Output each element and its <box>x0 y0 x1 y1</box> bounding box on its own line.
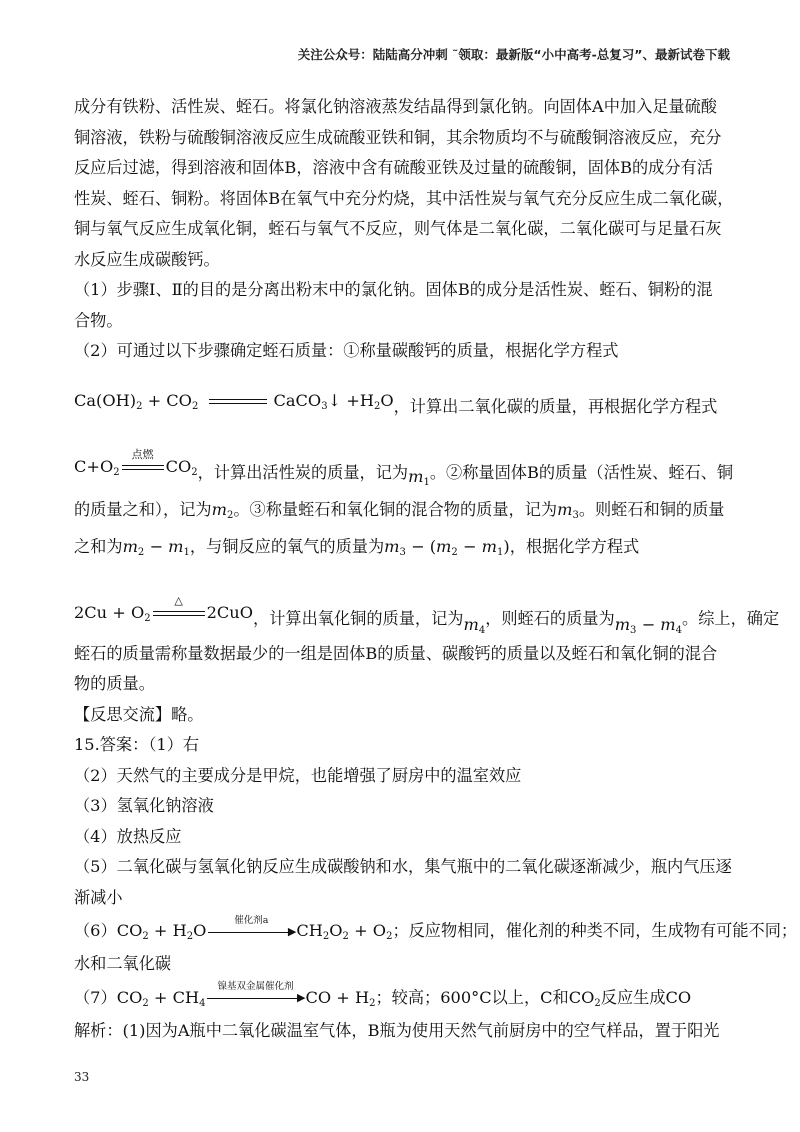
text-line: 反应后过滤，得到溶液和固体B，溶液中含有硫酸亚铁及过量的硫酸铜，固体B的成分有活 <box>74 158 713 177</box>
equation-line-3: $2Cu + O_2$ △ 2CuO ，计算出氧化铜的质量，记为 $m_4$ ，则蛭石的质量为 $m_3 - m_4$ 。综上，确定 <box>74 593 780 636</box>
text-line: 蛭石的质量需称量数据最少的一组是固体B的质量、碳酸钙的质量以及蛭石和氧化铜的混合 <box>74 643 718 663</box>
equation-caco3: $Ca(OH)_2 + CO_2$ CaCO$_3$↓ $+H_2O$ <box>74 391 394 412</box>
equation-methane-reforming: $CO_2 + CH_4$ 镍基双金属催化剂 ▶ CO + $H_2$ <box>116 981 376 1009</box>
equation-cuo: $2Cu + O_2$ △ 2CuO <box>74 593 254 624</box>
text-line-sum: 之和为$m_2 - m_1$，与铜反应的氧气的质量为$m_3 - (m_2 - m_1)$，根据化学方程式 <box>74 536 640 558</box>
equation-carbon: $C+O_2$ 点燃 $CO_2$ <box>74 447 198 478</box>
text-line: 渐减小 <box>74 887 123 907</box>
text-line: 物的质量。 <box>74 674 155 693</box>
text-line: 15.答案：（1）右 <box>74 735 200 754</box>
text-line: 解析：(1)因为A瓶中二氧化碳温室气体，B瓶为使用天然气前厨房中的空气样品，置于阳光 <box>74 1020 720 1040</box>
text-line: （4）放热反应 <box>74 826 182 846</box>
equation-line-1: $Ca(OH)_2 + CO_2$ CaCO$_3$↓ $+H_2O$ ，计算出二氧化碳的质量，再根据化学方程式 <box>74 367 734 427</box>
text-line: （5）二氧化碳与氢氧化钠反应生成碳酸钠和水，集气瓶中的二氧化碳逐渐减少，瓶内气压逐 <box>74 857 732 876</box>
text-line: 铜溶液，铁粉与硫酸铜溶液反应生成硫酸亚铁和铜，其余物质均不与硫酸铜溶液反应，充分 <box>74 127 722 147</box>
answer-6: $(6)CO_2 + H_2O$ 催化剂a ▶ $CH_2O_2 + O_2$；反应物相同，催化剂的种类不同，生成物有可能不同； <box>74 914 798 942</box>
page-header: 关注公众号：陆陆高分冲刺 ˜领取：最新版“小中高考-总复习”、最新试卷下载 <box>297 47 730 62</box>
text-line: 合物。 <box>74 310 123 330</box>
equation-photosynthesis: $CO_2 + H_2O$ 催化剂a ▶ $CH_2O_2 + O_2$ <box>116 914 393 942</box>
answer-7: $(7)CO_2 + CH_4$ 镍基双金属催化剂 ▶ CO + $H_2$；较高；600°C以上，C和$CO_2$反应生成CO <box>74 981 692 1009</box>
text-line: （2）可通过以下步骤确定蛭石质量：①称量碳酸钙的质量，根据化学方程式 <box>74 341 619 360</box>
text-line: （1）步骤Ⅰ、Ⅱ的目的是分离出粉末中的氯化钠。固体B的成分是活性炭、蛭石、铜粉的混 <box>74 280 713 299</box>
text-line: 水和二氧化碳 <box>74 954 172 973</box>
text-line-m2: 的质量之和），记为$m_2$。③称量蛭石和氧化铜的混合物的质量，记为$m_3$。则蛭石和铜的质量 <box>74 499 725 521</box>
text-line: （3）氢氧化钠溶液 <box>74 796 214 815</box>
text-line: 性炭、蛭石、铜粉。将固体B在氧气中充分灼烧，其中活性炭与氧气充分反应生成二氧化碳， <box>74 188 734 208</box>
document-body <box>74 92 798 1046</box>
text-line: 铜与氧气反应生成氧化铜，蛭石与氧气不反应，则气体是二氧化碳，二氧化碳可与足量石灰 <box>74 219 722 238</box>
text-line: 【反思交流】略。 <box>74 704 204 724</box>
text-line: 水反应生成碳酸钙。 <box>74 249 220 269</box>
text-line: 成分有铁粉、活性炭、蛭石。将氯化钠溶液蒸发结晶得到氯化钠。向固体A中加入足量硫酸 <box>74 97 717 116</box>
page-number: 33 <box>74 1070 90 1084</box>
equation-line-2: $C+O_2$ 点燃 $CO_2$ ，计算出活性炭的质量，记为 $m_1$ 。②称量固体B的质量（活性炭、蛭石、铜 <box>74 447 734 488</box>
text-line: （2）天然气的主要成分是甲烷，也能增强了厨房中的温室效应 <box>74 765 522 785</box>
